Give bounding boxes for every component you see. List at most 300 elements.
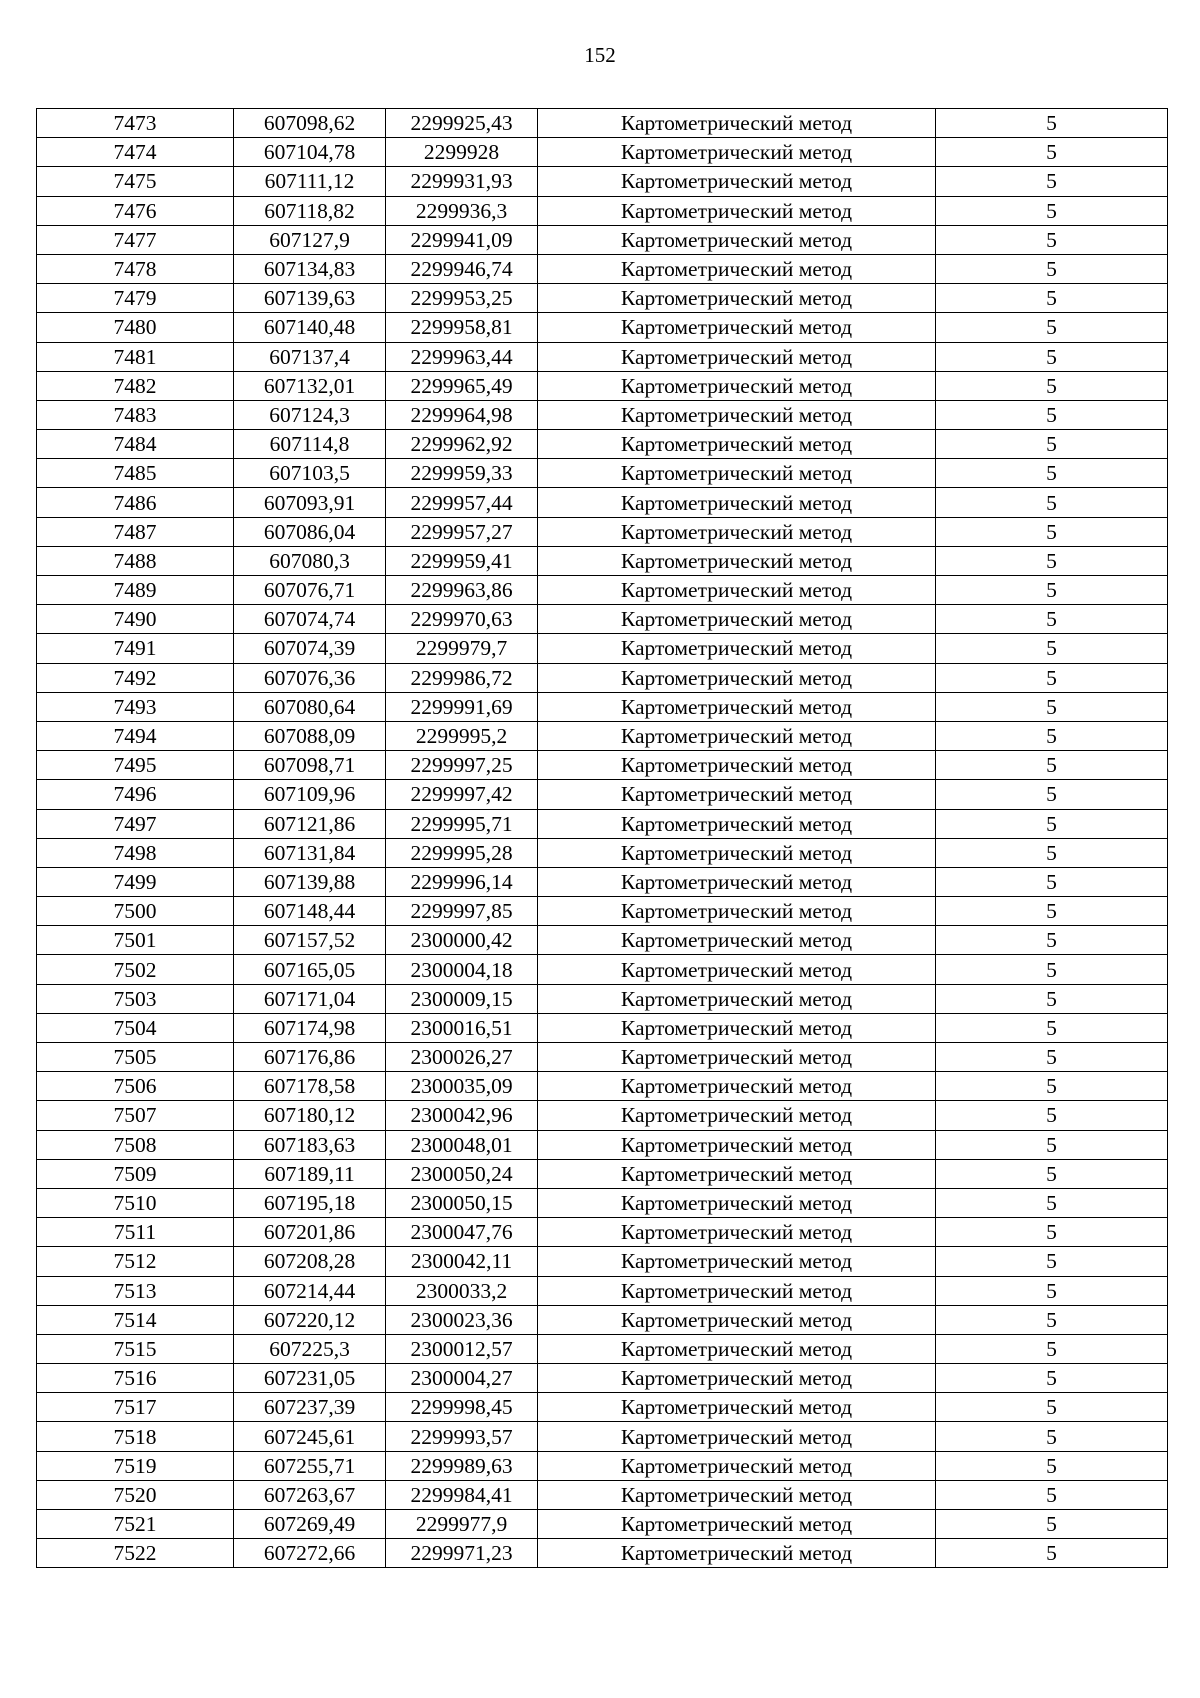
accuracy-cell: 5	[936, 1276, 1168, 1305]
method-cell: Картометрический метод	[538, 1393, 936, 1422]
table-row	[37, 838, 1168, 867]
point-number-cell: 7513	[37, 1276, 234, 1305]
accuracy-cell: 5	[936, 1130, 1168, 1159]
point-number-cell: 7473	[37, 109, 234, 138]
accuracy-cell: 5	[936, 284, 1168, 313]
y-coordinate-cell: 2300042,11	[386, 1247, 538, 1276]
x-coordinate-cell: 607157,52	[234, 926, 386, 955]
table-row	[37, 867, 1168, 896]
y-coordinate-cell: 2299959,41	[386, 546, 538, 575]
accuracy-cell: 5	[936, 1451, 1168, 1480]
accuracy-cell: 5	[936, 167, 1168, 196]
y-coordinate-cell: 2299965,49	[386, 371, 538, 400]
accuracy-cell: 5	[936, 1334, 1168, 1363]
table-row	[37, 1072, 1168, 1101]
accuracy-cell: 5	[936, 1072, 1168, 1101]
table-row	[37, 809, 1168, 838]
point-number-cell: 7518	[37, 1422, 234, 1451]
x-coordinate-cell: 607080,64	[234, 692, 386, 721]
x-coordinate-cell: 607220,12	[234, 1305, 386, 1334]
y-coordinate-cell: 2299997,25	[386, 751, 538, 780]
y-coordinate-cell: 2299959,33	[386, 459, 538, 488]
point-number-cell: 7475	[37, 167, 234, 196]
method-cell: Картометрический метод	[538, 254, 936, 283]
method-cell: Картометрический метод	[538, 459, 936, 488]
accuracy-cell: 5	[936, 109, 1168, 138]
x-coordinate-cell: 607245,61	[234, 1422, 386, 1451]
x-coordinate-cell: 607269,49	[234, 1510, 386, 1539]
method-cell: Картометрический метод	[538, 1276, 936, 1305]
accuracy-cell: 5	[936, 1480, 1168, 1509]
accuracy-cell: 5	[936, 751, 1168, 780]
x-coordinate-cell: 607214,44	[234, 1276, 386, 1305]
point-number-cell: 7504	[37, 1013, 234, 1042]
y-coordinate-cell: 2299964,98	[386, 400, 538, 429]
y-coordinate-cell: 2300009,15	[386, 984, 538, 1013]
page-number: 152	[584, 43, 616, 67]
table-row	[37, 1539, 1168, 1568]
table-row	[37, 634, 1168, 663]
accuracy-cell: 5	[936, 1218, 1168, 1247]
point-number-cell: 7492	[37, 663, 234, 692]
method-cell: Картометрический метод	[538, 225, 936, 254]
x-coordinate-cell: 607178,58	[234, 1072, 386, 1101]
point-number-cell: 7522	[37, 1539, 234, 1568]
coordinates-table-body	[37, 109, 1168, 1568]
point-number-cell: 7515	[37, 1334, 234, 1363]
method-cell: Картометрический метод	[538, 138, 936, 167]
table-row	[37, 459, 1168, 488]
x-coordinate-cell: 607111,12	[234, 167, 386, 196]
table-row	[37, 138, 1168, 167]
y-coordinate-cell: 2299997,42	[386, 780, 538, 809]
x-coordinate-cell: 607124,3	[234, 400, 386, 429]
y-coordinate-cell: 2299977,9	[386, 1510, 538, 1539]
y-coordinate-cell: 2299971,23	[386, 1539, 538, 1568]
point-number-cell: 7499	[37, 867, 234, 896]
accuracy-cell: 5	[936, 488, 1168, 517]
method-cell: Картометрический метод	[538, 430, 936, 459]
accuracy-cell: 5	[936, 1364, 1168, 1393]
x-coordinate-cell: 607272,66	[234, 1539, 386, 1568]
point-number-cell: 7482	[37, 371, 234, 400]
method-cell: Картометрический метод	[538, 1539, 936, 1568]
accuracy-cell: 5	[936, 1159, 1168, 1188]
table-row	[37, 342, 1168, 371]
method-cell: Картометрический метод	[538, 284, 936, 313]
x-coordinate-cell: 607189,11	[234, 1159, 386, 1188]
method-cell: Картометрический метод	[538, 313, 936, 342]
y-coordinate-cell: 2299989,63	[386, 1451, 538, 1480]
table-row	[37, 897, 1168, 926]
method-cell: Картометрический метод	[538, 1480, 936, 1509]
table-row	[37, 254, 1168, 283]
accuracy-cell: 5	[936, 254, 1168, 283]
point-number-cell: 7496	[37, 780, 234, 809]
accuracy-cell: 5	[936, 897, 1168, 926]
x-coordinate-cell: 607225,3	[234, 1334, 386, 1363]
table-row	[37, 1334, 1168, 1363]
table-row	[37, 721, 1168, 750]
method-cell: Картометрический метод	[538, 692, 936, 721]
accuracy-cell: 5	[936, 1247, 1168, 1276]
point-number-cell: 7502	[37, 955, 234, 984]
accuracy-cell: 5	[936, 867, 1168, 896]
method-cell: Картометрический метод	[538, 1130, 936, 1159]
point-number-cell: 7501	[37, 926, 234, 955]
point-number-cell: 7487	[37, 517, 234, 546]
point-number-cell: 7508	[37, 1130, 234, 1159]
table-row	[37, 517, 1168, 546]
method-cell: Картометрический метод	[538, 1159, 936, 1188]
y-coordinate-cell: 2299991,69	[386, 692, 538, 721]
point-number-cell: 7517	[37, 1393, 234, 1422]
point-number-cell: 7485	[37, 459, 234, 488]
accuracy-cell: 5	[936, 1510, 1168, 1539]
point-number-cell: 7486	[37, 488, 234, 517]
y-coordinate-cell: 2299963,86	[386, 576, 538, 605]
x-coordinate-cell: 607174,98	[234, 1013, 386, 1042]
method-cell: Картометрический метод	[538, 342, 936, 371]
table-row	[37, 1130, 1168, 1159]
y-coordinate-cell: 2300000,42	[386, 926, 538, 955]
x-coordinate-cell: 607139,63	[234, 284, 386, 313]
x-coordinate-cell: 607183,63	[234, 1130, 386, 1159]
method-cell: Картометрический метод	[538, 109, 936, 138]
accuracy-cell: 5	[936, 838, 1168, 867]
point-number-cell: 7494	[37, 721, 234, 750]
point-number-cell: 7495	[37, 751, 234, 780]
point-number-cell: 7490	[37, 605, 234, 634]
point-number-cell: 7511	[37, 1218, 234, 1247]
table-row	[37, 751, 1168, 780]
method-cell: Картометрический метод	[538, 1101, 936, 1130]
method-cell: Картометрический метод	[538, 1451, 936, 1480]
table-row	[37, 926, 1168, 955]
table-row	[37, 955, 1168, 984]
point-number-cell: 7498	[37, 838, 234, 867]
y-coordinate-cell: 2299998,45	[386, 1393, 538, 1422]
point-number-cell: 7489	[37, 576, 234, 605]
method-cell: Картометрический метод	[538, 897, 936, 926]
y-coordinate-cell: 2299963,44	[386, 342, 538, 371]
y-coordinate-cell: 2299993,57	[386, 1422, 538, 1451]
point-number-cell: 7521	[37, 1510, 234, 1539]
accuracy-cell: 5	[936, 721, 1168, 750]
accuracy-cell: 5	[936, 634, 1168, 663]
y-coordinate-cell: 2299984,41	[386, 1480, 538, 1509]
accuracy-cell: 5	[936, 196, 1168, 225]
x-coordinate-cell: 607118,82	[234, 196, 386, 225]
method-cell: Картометрический метод	[538, 371, 936, 400]
method-cell: Картометрический метод	[538, 1043, 936, 1072]
table-row	[37, 1510, 1168, 1539]
accuracy-cell: 5	[936, 926, 1168, 955]
accuracy-cell: 5	[936, 984, 1168, 1013]
x-coordinate-cell: 607104,78	[234, 138, 386, 167]
y-coordinate-cell: 2299925,43	[386, 109, 538, 138]
accuracy-cell: 5	[936, 605, 1168, 634]
y-coordinate-cell: 2299928	[386, 138, 538, 167]
accuracy-cell: 5	[936, 1013, 1168, 1042]
method-cell: Картометрический метод	[538, 1364, 936, 1393]
point-number-cell: 7509	[37, 1159, 234, 1188]
x-coordinate-cell: 607132,01	[234, 371, 386, 400]
method-cell: Картометрический метод	[538, 488, 936, 517]
method-cell: Картометрический метод	[538, 1510, 936, 1539]
method-cell: Картометрический метод	[538, 196, 936, 225]
accuracy-cell: 5	[936, 1188, 1168, 1217]
table-row	[37, 1364, 1168, 1393]
x-coordinate-cell: 607139,88	[234, 867, 386, 896]
y-coordinate-cell: 2299941,09	[386, 225, 538, 254]
x-coordinate-cell: 607114,8	[234, 430, 386, 459]
method-cell: Картометрический метод	[538, 721, 936, 750]
x-coordinate-cell: 607131,84	[234, 838, 386, 867]
y-coordinate-cell: 2299958,81	[386, 313, 538, 342]
method-cell: Картометрический метод	[538, 780, 936, 809]
point-number-cell: 7476	[37, 196, 234, 225]
table-row	[37, 313, 1168, 342]
point-number-cell: 7481	[37, 342, 234, 371]
method-cell: Картометрический метод	[538, 838, 936, 867]
point-number-cell: 7519	[37, 1451, 234, 1480]
x-coordinate-cell: 607231,05	[234, 1364, 386, 1393]
y-coordinate-cell: 2299953,25	[386, 284, 538, 313]
x-coordinate-cell: 607086,04	[234, 517, 386, 546]
table-row	[37, 780, 1168, 809]
x-coordinate-cell: 607255,71	[234, 1451, 386, 1480]
accuracy-cell: 5	[936, 138, 1168, 167]
x-coordinate-cell: 607165,05	[234, 955, 386, 984]
method-cell: Картометрический метод	[538, 867, 936, 896]
point-number-cell: 7474	[37, 138, 234, 167]
x-coordinate-cell: 607088,09	[234, 721, 386, 750]
point-number-cell: 7500	[37, 897, 234, 926]
x-coordinate-cell: 607180,12	[234, 1101, 386, 1130]
x-coordinate-cell: 607098,71	[234, 751, 386, 780]
method-cell: Картометрический метод	[538, 576, 936, 605]
y-coordinate-cell: 2299986,72	[386, 663, 538, 692]
coordinates-table	[36, 108, 1168, 1568]
point-number-cell: 7478	[37, 254, 234, 283]
accuracy-cell: 5	[936, 400, 1168, 429]
method-cell: Картометрический метод	[538, 634, 936, 663]
point-number-cell: 7507	[37, 1101, 234, 1130]
method-cell: Картометрический метод	[538, 1247, 936, 1276]
y-coordinate-cell: 2299970,63	[386, 605, 538, 634]
y-coordinate-cell: 2299957,27	[386, 517, 538, 546]
accuracy-cell: 5	[936, 1393, 1168, 1422]
y-coordinate-cell: 2299996,14	[386, 867, 538, 896]
accuracy-cell: 5	[936, 663, 1168, 692]
accuracy-cell: 5	[936, 517, 1168, 546]
method-cell: Картометрический метод	[538, 663, 936, 692]
table-row	[37, 984, 1168, 1013]
method-cell: Картометрический метод	[538, 926, 936, 955]
method-cell: Картометрический метод	[538, 167, 936, 196]
y-coordinate-cell: 2299979,7	[386, 634, 538, 663]
method-cell: Картометрический метод	[538, 1072, 936, 1101]
point-number-cell: 7503	[37, 984, 234, 1013]
method-cell: Картометрический метод	[538, 546, 936, 575]
point-number-cell: 7510	[37, 1188, 234, 1217]
accuracy-cell: 5	[936, 459, 1168, 488]
point-number-cell: 7477	[37, 225, 234, 254]
y-coordinate-cell: 2300050,15	[386, 1188, 538, 1217]
y-coordinate-cell: 2299997,85	[386, 897, 538, 926]
table-row	[37, 546, 1168, 575]
method-cell: Картометрический метод	[538, 809, 936, 838]
accuracy-cell: 5	[936, 1422, 1168, 1451]
table-row	[37, 371, 1168, 400]
table-row	[37, 1422, 1168, 1451]
table-row	[37, 196, 1168, 225]
table-row	[37, 692, 1168, 721]
accuracy-cell: 5	[936, 371, 1168, 400]
x-coordinate-cell: 607263,67	[234, 1480, 386, 1509]
table-row	[37, 1101, 1168, 1130]
table-row	[37, 1480, 1168, 1509]
point-number-cell: 7512	[37, 1247, 234, 1276]
x-coordinate-cell: 607127,9	[234, 225, 386, 254]
method-cell: Картометрический метод	[538, 1218, 936, 1247]
accuracy-cell: 5	[936, 1305, 1168, 1334]
method-cell: Картометрический метод	[538, 751, 936, 780]
x-coordinate-cell: 607195,18	[234, 1188, 386, 1217]
accuracy-cell: 5	[936, 1043, 1168, 1072]
y-coordinate-cell: 2299995,2	[386, 721, 538, 750]
point-number-cell: 7493	[37, 692, 234, 721]
point-number-cell: 7516	[37, 1364, 234, 1393]
point-number-cell: 7480	[37, 313, 234, 342]
table-row	[37, 1159, 1168, 1188]
x-coordinate-cell: 607148,44	[234, 897, 386, 926]
x-coordinate-cell: 607176,86	[234, 1043, 386, 1072]
point-number-cell: 7497	[37, 809, 234, 838]
point-number-cell: 7483	[37, 400, 234, 429]
x-coordinate-cell: 607237,39	[234, 1393, 386, 1422]
method-cell: Картометрический метод	[538, 1188, 936, 1217]
y-coordinate-cell: 2299936,3	[386, 196, 538, 225]
y-coordinate-cell: 2299995,28	[386, 838, 538, 867]
point-number-cell: 7506	[37, 1072, 234, 1101]
table-row	[37, 1451, 1168, 1480]
x-coordinate-cell: 607080,3	[234, 546, 386, 575]
x-coordinate-cell: 607121,86	[234, 809, 386, 838]
point-number-cell: 7514	[37, 1305, 234, 1334]
accuracy-cell: 5	[936, 576, 1168, 605]
x-coordinate-cell: 607109,96	[234, 780, 386, 809]
table-row	[37, 167, 1168, 196]
table-row	[37, 1013, 1168, 1042]
method-cell: Картометрический метод	[538, 605, 936, 634]
y-coordinate-cell: 2299962,92	[386, 430, 538, 459]
table-row	[37, 1188, 1168, 1217]
table-row	[37, 1393, 1168, 1422]
y-coordinate-cell: 2299946,74	[386, 254, 538, 283]
table-row	[37, 225, 1168, 254]
table-row	[37, 1043, 1168, 1072]
y-coordinate-cell: 2300004,27	[386, 1364, 538, 1393]
table-row	[37, 1276, 1168, 1305]
point-number-cell: 7484	[37, 430, 234, 459]
point-number-cell: 7479	[37, 284, 234, 313]
method-cell: Картометрический метод	[538, 1013, 936, 1042]
accuracy-cell: 5	[936, 313, 1168, 342]
y-coordinate-cell: 2300048,01	[386, 1130, 538, 1159]
y-coordinate-cell: 2300033,2	[386, 1276, 538, 1305]
y-coordinate-cell: 2299931,93	[386, 167, 538, 196]
accuracy-cell: 5	[936, 225, 1168, 254]
method-cell: Картометрический метод	[538, 984, 936, 1013]
x-coordinate-cell: 607076,36	[234, 663, 386, 692]
method-cell: Картометрический метод	[538, 1305, 936, 1334]
accuracy-cell: 5	[936, 1101, 1168, 1130]
accuracy-cell: 5	[936, 809, 1168, 838]
x-coordinate-cell: 607137,4	[234, 342, 386, 371]
y-coordinate-cell: 2299957,44	[386, 488, 538, 517]
accuracy-cell: 5	[936, 1539, 1168, 1568]
x-coordinate-cell: 607208,28	[234, 1247, 386, 1276]
x-coordinate-cell: 607076,71	[234, 576, 386, 605]
accuracy-cell: 5	[936, 342, 1168, 371]
table-row	[37, 109, 1168, 138]
x-coordinate-cell: 607093,91	[234, 488, 386, 517]
x-coordinate-cell: 607201,86	[234, 1218, 386, 1247]
method-cell: Картометрический метод	[538, 1422, 936, 1451]
x-coordinate-cell: 607134,83	[234, 254, 386, 283]
point-number-cell: 7488	[37, 546, 234, 575]
method-cell: Картометрический метод	[538, 1334, 936, 1363]
y-coordinate-cell: 2300050,24	[386, 1159, 538, 1188]
table-row	[37, 430, 1168, 459]
accuracy-cell: 5	[936, 780, 1168, 809]
x-coordinate-cell: 607098,62	[234, 109, 386, 138]
accuracy-cell: 5	[936, 430, 1168, 459]
table-row	[37, 605, 1168, 634]
method-cell: Картометрический метод	[538, 517, 936, 546]
table-row	[37, 576, 1168, 605]
y-coordinate-cell: 2300026,27	[386, 1043, 538, 1072]
y-coordinate-cell: 2300035,09	[386, 1072, 538, 1101]
y-coordinate-cell: 2300023,36	[386, 1305, 538, 1334]
accuracy-cell: 5	[936, 955, 1168, 984]
y-coordinate-cell: 2300004,18	[386, 955, 538, 984]
table-row	[37, 1218, 1168, 1247]
x-coordinate-cell: 607171,04	[234, 984, 386, 1013]
table-row	[37, 663, 1168, 692]
point-number-cell: 7505	[37, 1043, 234, 1072]
y-coordinate-cell: 2300012,57	[386, 1334, 538, 1363]
point-number-cell: 7491	[37, 634, 234, 663]
y-coordinate-cell: 2300047,76	[386, 1218, 538, 1247]
table-row	[37, 284, 1168, 313]
x-coordinate-cell: 607074,39	[234, 634, 386, 663]
table-row	[37, 1305, 1168, 1334]
x-coordinate-cell: 607103,5	[234, 459, 386, 488]
y-coordinate-cell: 2299995,71	[386, 809, 538, 838]
method-cell: Картометрический метод	[538, 400, 936, 429]
y-coordinate-cell: 2300016,51	[386, 1013, 538, 1042]
table-row	[37, 1247, 1168, 1276]
table-row	[37, 488, 1168, 517]
x-coordinate-cell: 607074,74	[234, 605, 386, 634]
point-number-cell: 7520	[37, 1480, 234, 1509]
accuracy-cell: 5	[936, 692, 1168, 721]
table-row	[37, 400, 1168, 429]
y-coordinate-cell: 2300042,96	[386, 1101, 538, 1130]
